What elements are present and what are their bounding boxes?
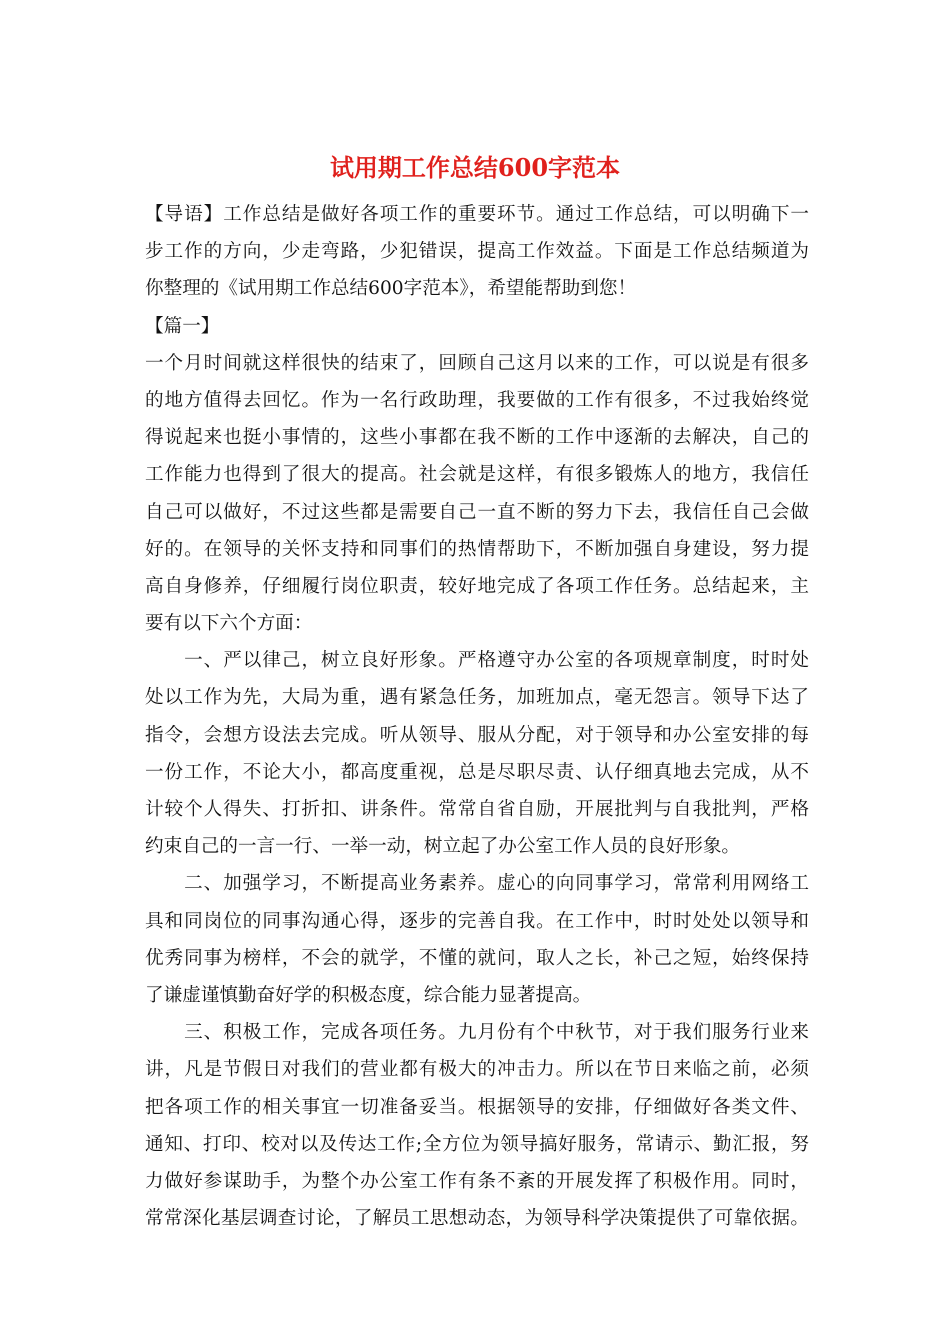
- text-line: 力做好参谋助手，为整个办公室工作有条不紊的开展发挥了积极作用。同时，: [145, 1170, 809, 1192]
- text-line: 指令，会想方设法去完成。听从领导、服从分配，对于领导和办公室安排的每: [145, 724, 809, 746]
- document-body: [145, 196, 809, 1237]
- text-line: 约束自己的一言一行、一举一动，树立起了办公室工作人员的良好形象。: [145, 836, 741, 858]
- text-line: 一个月时间就这样很快的结束了，回顾自己这月以来的工作，可以说是有很多: [145, 352, 809, 374]
- text-line: 优秀同事为榜样，不会的就学，不懂的就问，取人之长，补己之短，始终保持: [145, 947, 809, 969]
- text-line: 了谦虚谨慎勤奋好学的积极态度，综合能力显著提高。: [145, 984, 592, 1006]
- text-line: 二、加强学习，不断提高业务素养。虚心的向同事学习，常常利用网络工: [145, 873, 809, 895]
- text-line: 一、严以律己，树立良好形象。严格遵守办公室的各项规章制度，时时处: [145, 650, 809, 672]
- text-line: 计较个人得失、打折扣、讲条件。常常自省自励，开展批判与自我批判，严格: [145, 799, 809, 820]
- text-line: 通知、打印、校对以及传达工作;全方位为领导搞好服务，常请示、勤汇报，努: [145, 1133, 809, 1155]
- text-line: 【导语】工作总结是做好各项工作的重要环节。通过工作总结，可以明确下一: [145, 204, 809, 225]
- text-line: 把各项工作的相关事宜一切准备妥当。根据领导的安排，仔细做好各类文件、: [145, 1096, 809, 1118]
- text-line: 三、积极工作，完成各项任务。九月份有个中秋节，对于我们服务行业来: [145, 1022, 809, 1044]
- document-title: 试用期工作总结600字范本: [329, 153, 621, 182]
- text-line: 你整理的《试用期工作总结600字范本》，希望能帮助到您！: [145, 278, 637, 300]
- text-line: 讲，凡是节假日对我们的营业都有极大的冲击力。所以在节日来临之前，必须: [145, 1059, 809, 1081]
- text-line: 【篇一】: [145, 315, 220, 337]
- text-line: 高自身修养，仔细履行岗位职责，较好地完成了各项工作任务。总结起来，主: [145, 575, 809, 597]
- text-line: 具和同岗位的同事沟通心得，逐步的完善自我。在工作中，时时处处以领导和: [145, 910, 809, 932]
- text-line: 常常深化基层调查讨论，了解员工思想动态，为领导科学决策提供了可靠依据。: [145, 1208, 809, 1230]
- text-line: 工作能力也得到了很大的提高。社会就是这样，有很多锻炼人的地方，我信任: [145, 464, 809, 486]
- text-line: 自己可以做好，不过这些都是需要自己一直不断的努力下去，我信任自己会做: [145, 501, 809, 523]
- text-line: 一份工作，不论大小，都高度重视，总是尽职尽责、认仔细真地去完成，从不: [145, 761, 809, 783]
- text-line: 好的。在领导的关怀支持和同事们的热情帮助下，不断加强自身建设，努力提: [145, 538, 809, 560]
- text-line: 处以工作为先，大局为重，遇有紧急任务，加班加点，毫无怨言。领导下达了: [145, 687, 809, 709]
- text-line: 要有以下六个方面：: [145, 613, 313, 635]
- text-line: 步工作的方向，少走弯路，少犯错误，提高工作效益。下面是工作总结频道为: [145, 241, 809, 263]
- text-line: 的地方值得去回忆。作为一名行政助理，我要做的工作有很多，不过我始终觉: [145, 389, 809, 411]
- text-line: 得说起来也挺小事情的，这些小事都在我不断的工作中逐渐的去解决，自己的: [145, 427, 809, 449]
